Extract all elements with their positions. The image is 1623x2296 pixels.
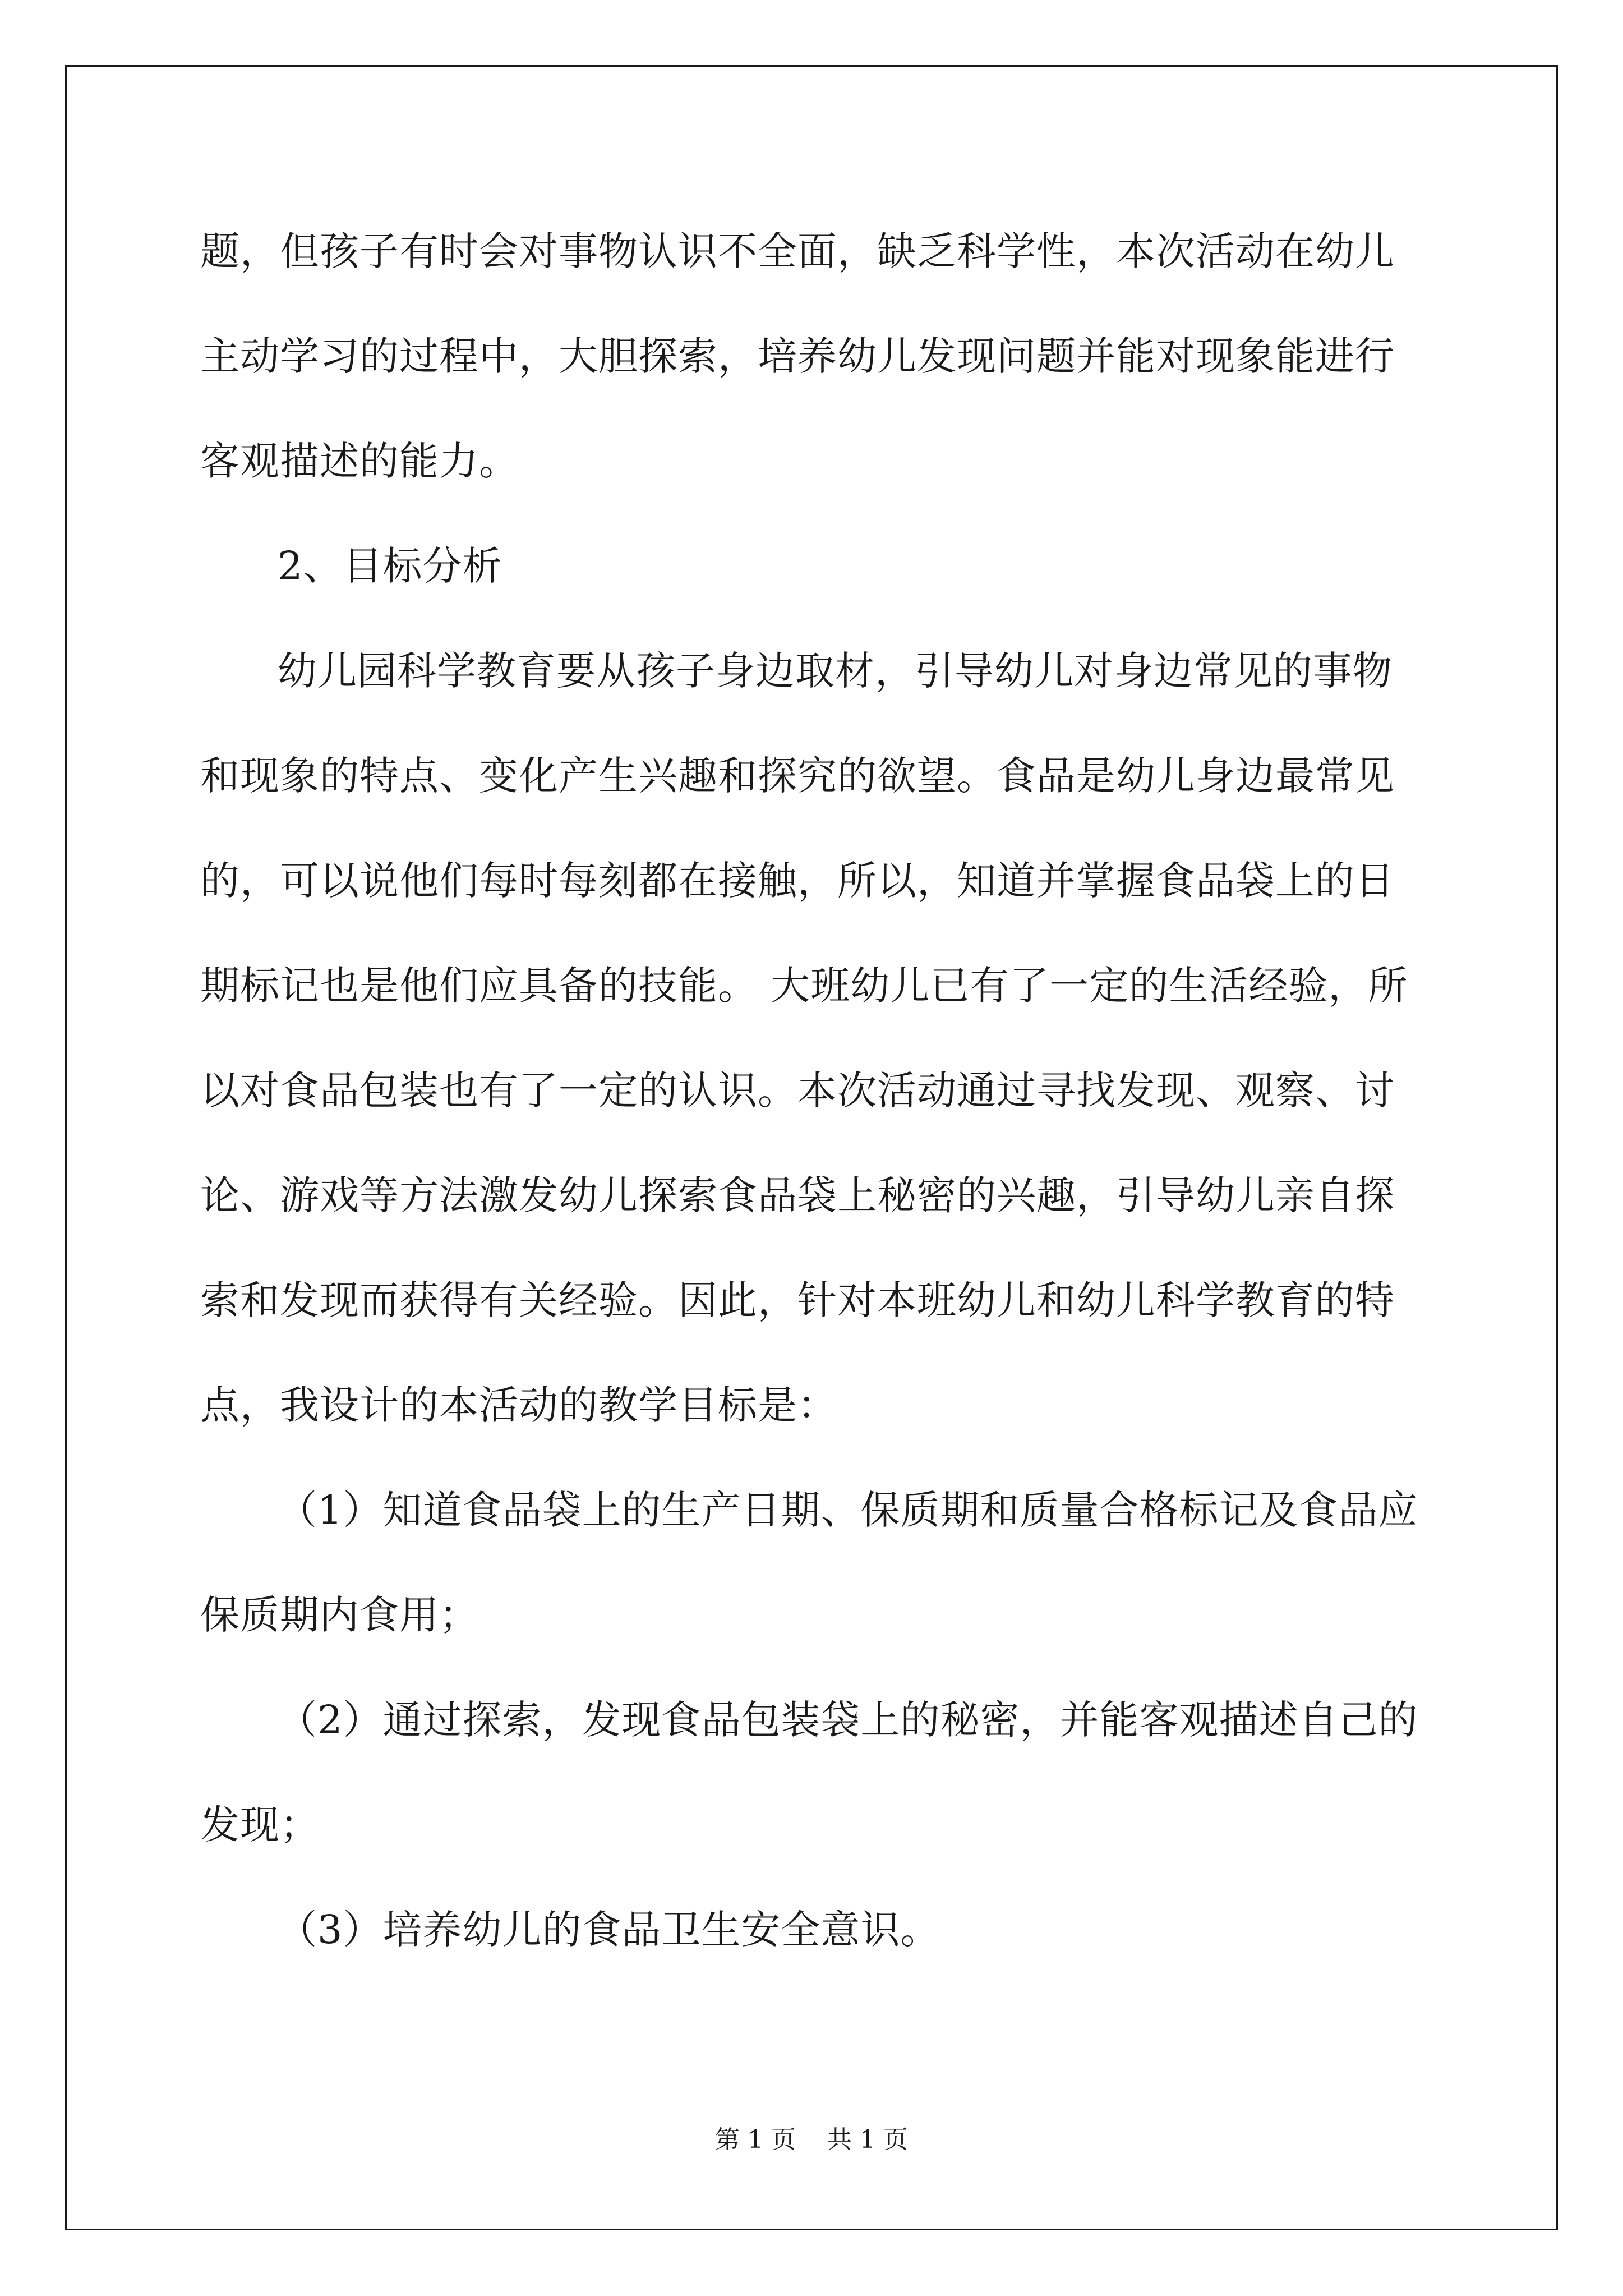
- paragraph-line: 和现象的特点、变化产生兴趣和探究的欲望。食品是幼儿身边最常见: [200, 753, 1395, 799]
- goal-item: （3）培养幼儿的食品卫生安全意识。: [278, 1907, 940, 1953]
- paragraph-line: 主动学习的过程中，大胆探索，培养幼儿发现问题并能对现象能进行: [200, 333, 1395, 379]
- goal-item-continued: 发现；: [200, 1802, 320, 1848]
- section-heading: 2、目标分析: [278, 543, 502, 589]
- paragraph-line: 题，但孩子有时会对事物认识不全面，缺乏科学性，本次活动在幼儿: [200, 228, 1395, 274]
- goal-item: （2）通过探索，发现食品包装袋上的秘密，并能客观描述自己的: [278, 1697, 1418, 1743]
- goal-item-continued: 保质期内食用；: [200, 1592, 479, 1638]
- page-footer: 第 1 页 共 1 页: [715, 2125, 908, 2154]
- paragraph-line: 论、游戏等方法激发幼儿探索食品袋上秘密的兴趣，引导幼儿亲自探: [200, 1172, 1395, 1218]
- goal-item: （1）知道食品袋上的生产日期、保质期和质量合格标记及食品应: [278, 1487, 1418, 1533]
- paragraph-line: 以对食品包装也有了一定的认识。本次活动通过寻找发现、观察、讨: [200, 1068, 1395, 1114]
- paragraph-line: 的，可以说他们每时每刻都在接触，所以，知道并掌握食品袋上的日: [200, 858, 1395, 904]
- paragraph-line: 索和发现而获得有关经验。因此，针对本班幼儿和幼儿科学教育的特: [200, 1277, 1395, 1323]
- paragraph-line: 幼儿园科学教育要从孩子身边取材，引导幼儿对身边常见的事物: [278, 648, 1393, 694]
- paragraph-line: 客观描述的能力。: [200, 438, 519, 484]
- paragraph-line: 点，我设计的本活动的教学目标是：: [200, 1382, 837, 1428]
- paragraph-line: 期标记也是他们应具备的技能。 大班幼儿已有了一定的生活经验，所: [200, 963, 1408, 1009]
